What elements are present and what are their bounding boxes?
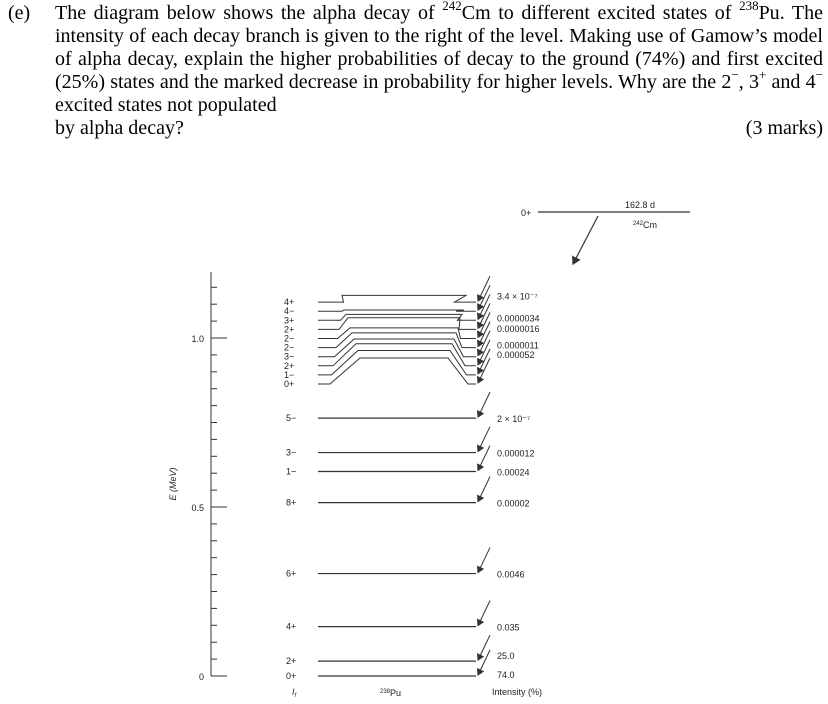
energy-level-line (318, 295, 476, 302)
question-marks: (3 marks) (745, 117, 823, 139)
parity-minus-1: − (731, 67, 739, 83)
parity-minus-2: − (815, 67, 823, 83)
branch-arrow (478, 392, 490, 417)
level-intensity-label: 0.000012 (497, 448, 535, 459)
level-spin-label: 0+ (284, 379, 295, 389)
branch-arrow (478, 601, 490, 626)
daughter-nucleus-label: $^{238}$Pu (380, 688, 402, 698)
level-intensity-label: 0.00024 (497, 467, 530, 478)
question-text-3: . The intensity of each decay branch is given to the right of the level. Making use of Gamow’s model of alpha decay, explain the higher probabilities of decay to the ground (74%) and first excited (25%) states and the marked decrease in probability for higher levels. Why are the 2 (55, 2, 824, 93)
level-spin-label: 3+ (284, 315, 295, 326)
level-intensity-label: 0.0000011 (497, 340, 539, 351)
question-text-4: , 3 (738, 71, 759, 93)
energy-level-line (318, 310, 476, 311)
daughter-mass-number: 238 (739, 0, 759, 14)
parent-nucleus-label: $^{242}$Cm (633, 220, 658, 230)
energy-axis (191, 272, 227, 682)
level-spin-label: 3− (284, 351, 295, 362)
level-intensity-label: 74.0 (497, 670, 515, 680)
level-spin-label: 2− (284, 333, 295, 344)
daughter-element: Pu (758, 2, 780, 24)
level-spin-label: 3− (286, 447, 297, 458)
question-text-7: by alpha decay? (55, 117, 184, 139)
decay-scheme-diagram (0, 190, 828, 704)
energy-levels (318, 295, 476, 676)
branch-arrows (478, 276, 490, 675)
level-spin-label: 4− (284, 306, 295, 317)
level-intensity-label: 0.0000034 (497, 313, 540, 324)
question-text-6: excited states not populated (55, 94, 277, 116)
question-text-5: and 4 (766, 71, 816, 93)
level-spin-label: 2+ (284, 324, 295, 335)
axis-tick-label: 0.5 (191, 503, 204, 513)
question-text-1: The diagram below shows the alpha decay of (55, 2, 443, 24)
parent-mass-number: 242 (442, 0, 462, 14)
question-text-2: to different excited states of (490, 2, 740, 24)
energy-level-line (318, 358, 476, 384)
level-spin-label: 8+ (286, 497, 297, 508)
intensity-labels (497, 291, 540, 680)
level-intensity-label: 0.00002 (497, 498, 530, 509)
level-intensity-label: 3.4 × 10⁻⁷ (497, 291, 538, 302)
level-spin-label: 2+ (284, 360, 295, 371)
parent-element: Cm (461, 2, 491, 24)
level-spin-label: 2− (284, 342, 295, 353)
branch-arrow (478, 477, 490, 502)
axis-tick-label: 1.0 (191, 334, 204, 344)
spin-column-label: $I_f$ (292, 687, 297, 699)
decay-arrow (573, 216, 598, 264)
question-label: (e) (8, 2, 31, 24)
branch-arrow (478, 427, 490, 452)
parity-plus: + (758, 67, 767, 83)
level-spin-label: 5− (286, 413, 297, 424)
spin-labels (284, 297, 296, 681)
level-spin-label: 1− (284, 369, 295, 380)
parent-spin: 0+ (521, 208, 532, 218)
level-intensity-label: 0.0046 (497, 569, 525, 580)
level-intensity-label: 0.000052 (497, 349, 535, 360)
level-intensity-label: 0.035 (497, 622, 520, 633)
intensity-header: Intensity (%) (492, 687, 543, 697)
level-intensity-label: 0.0000016 (497, 323, 540, 334)
level-intensity-label: 2 × 10⁻⁷ (497, 414, 531, 425)
branch-arrow (478, 548, 490, 573)
axis-tick-label: 0 (198, 672, 204, 682)
level-spin-label: 2+ (286, 656, 297, 667)
level-spin-label: 1− (286, 466, 297, 477)
branch-arrow (478, 635, 490, 660)
level-spin-label: 4+ (286, 621, 297, 632)
question-body (55, 2, 823, 140)
branch-arrow (478, 650, 490, 675)
parent-halflife: 162.8 d (625, 200, 656, 210)
parent-level (521, 200, 690, 264)
energy-level-line (318, 351, 476, 375)
y-axis-label: E (MeV) (168, 467, 178, 501)
branch-arrow (478, 446, 490, 471)
level-spin-label: 0+ (286, 671, 297, 681)
level-spin-label: 6+ (286, 568, 297, 579)
level-intensity-label: 25.0 (497, 651, 515, 662)
level-spin-label: 4+ (284, 297, 295, 308)
